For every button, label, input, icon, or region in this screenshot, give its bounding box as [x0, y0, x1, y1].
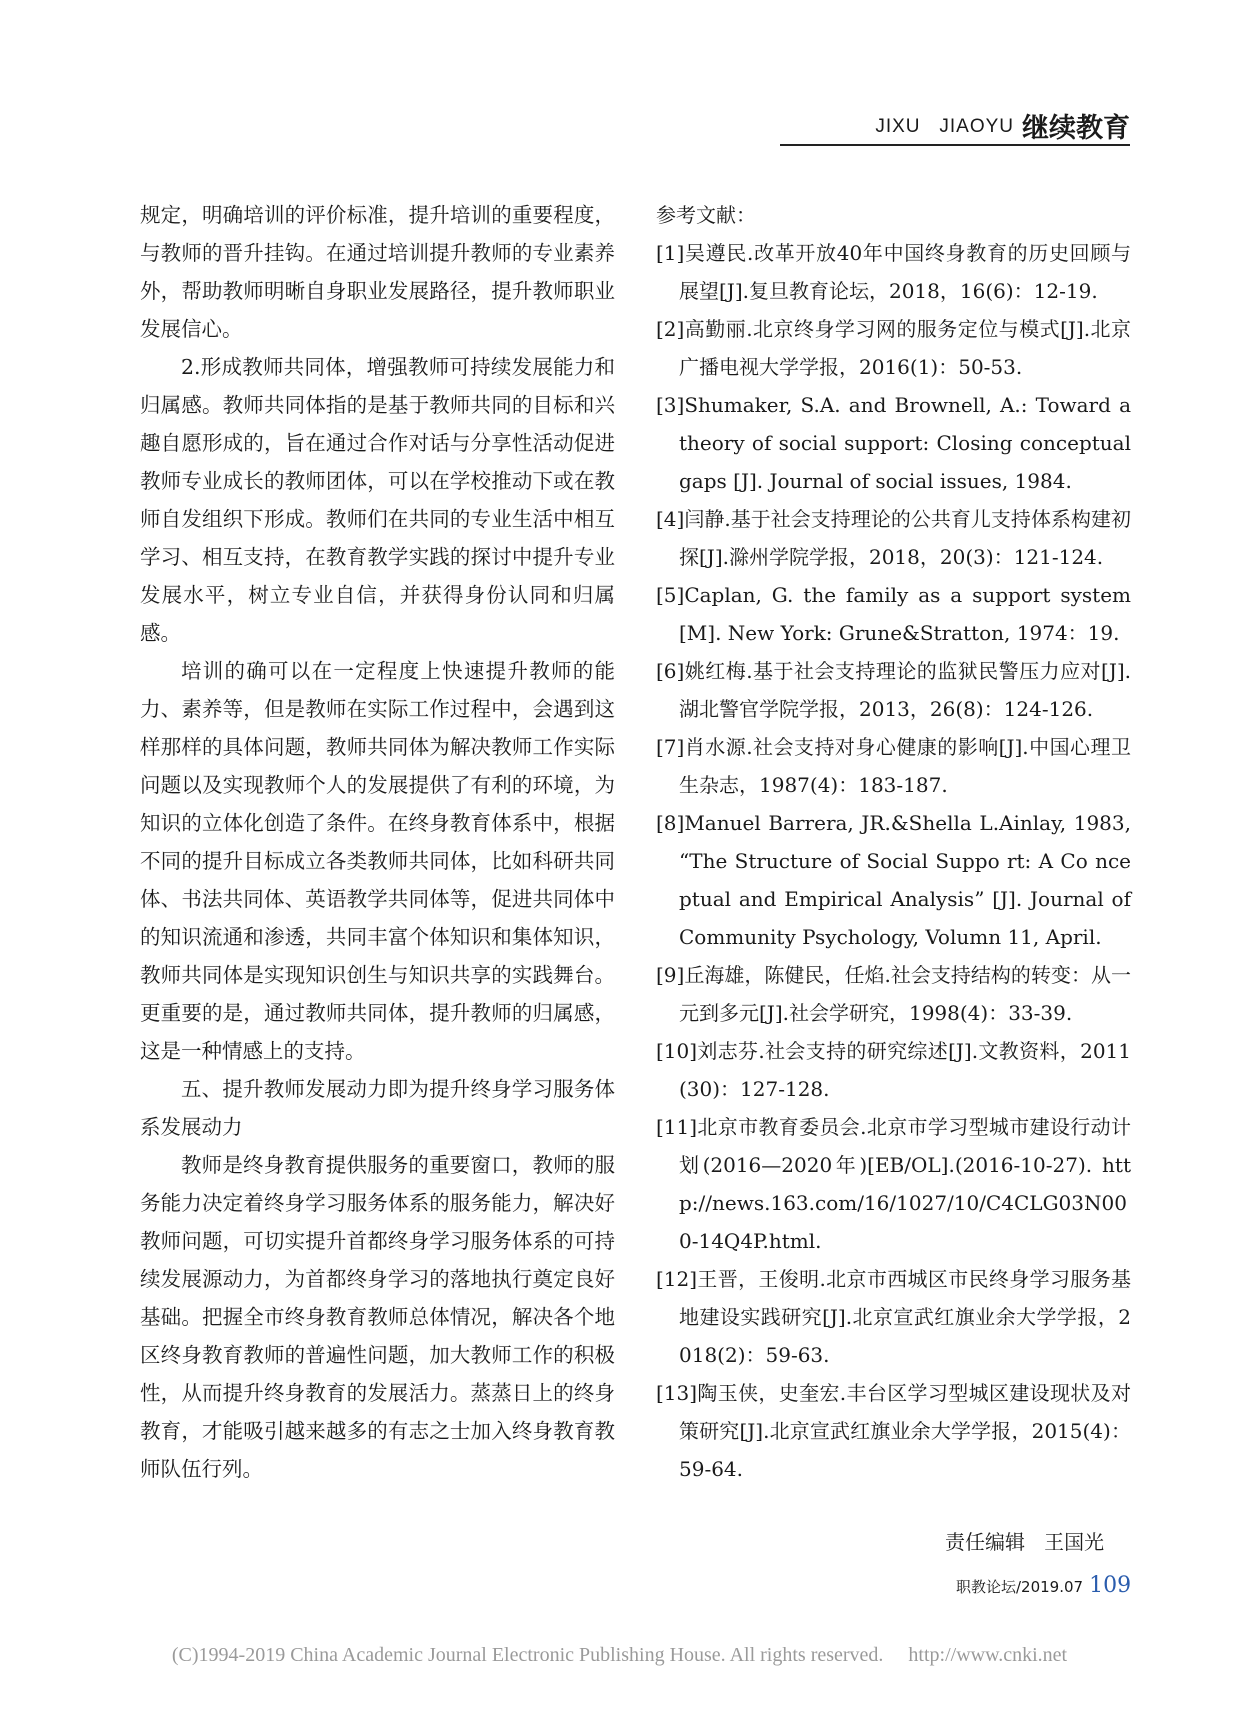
reference-item: [10]刘志芬.社会支持的研究综述[J].文教资料，2011(30)：127-128.: [656, 1039, 1131, 1101]
reference-item: [4]闫静.基于社会支持理论的公共育儿支持体系构建初探[J].滁州学院学报，2018，20(3)：121-124.: [656, 507, 1131, 569]
responsible-editor: 责任编辑 王国光: [945, 1530, 1105, 1554]
reference-item: [3]Shumaker, S.A. and Brownell, A.: Toward a theory of social support: Closing conceptual gaps [J]. Journal of social issues, 1984.: [656, 393, 1131, 493]
body-paragraph: 规定，明确培训的评价标准，提升培训的重要程度，与教师的晋升挂钩。在通过培训提升教师的专业素养外，帮助教师明晰自身职业发展路径，提升教师职业发展信心。: [140, 203, 615, 341]
body-paragraph: 教师是终身教育提供服务的重要窗口，教师的服务能力决定着终身学习服务体系的服务能力，解决好教师问题，可切实提升首都终身学习服务体系的可持续发展源动力，为首都终身学习的落地执行奠定良好基础。把握全市终身教育教师总体情况，解决各个地区终身教育教师的普遍性问题，加大教师工作的积极性，从而提升终身教育的发展活力。蒸蒸日上的终身教育，才能吸引越来越多的有志之士加入终身教育教师队伍行列。: [140, 1153, 615, 1481]
header-rule: [780, 144, 1130, 146]
body-paragraph: 培训的确可以在一定程度上快速提升教师的能力、素养等，但是教师在实际工作过程中，会遇到这样那样的具体问题，教师共同体为解决教师工作实际问题以及实现教师个人的发展提供了有利的环境，为知识的立体化创造了条件。在终身教育体系中，根据不同的提升目标成立各类教师共同体，比如科研共同体、书法共同体、英语教学共同体等，促进共同体中的知识流通和渗透，共同丰富个体知识和集体知识，教师共同体是实现知识创生与知识共享的实践舞台。更重要的是，通过教师共同体，提升教师的归属感，这是一种情感上的支持。: [140, 659, 615, 1063]
header-pinyin: JIXU JIAOYU: [875, 116, 1014, 137]
copyright-notice: (C)1994-2019 China Academic Journal Electronic Publishing House. All rights reserved. http://www.cnki.net: [171, 1644, 1068, 1666]
references-title: 参考文献：: [656, 203, 756, 227]
reference-item: [5]Caplan, G. the family as a support system[M]. New York: Grune&Stratton, 1974：19.: [656, 583, 1131, 645]
reference-item: [2]高勤丽.北京终身学习网的服务定位与模式[J].北京广播电视大学学报，2016(1)：50-53.: [656, 317, 1131, 379]
reference-item: [7]肖水源.社会支持对身心健康的影响[J].中国心理卫生杂志，1987(4)：183-187.: [656, 735, 1131, 797]
page-footer: [956, 1573, 1131, 1598]
reference-item: [6]姚红梅.基于社会支持理论的监狱民警压力应对[J].湖北警官学院学报，2013，26(8)：124-126.: [656, 659, 1131, 721]
reference-item: [11]北京市教育委员会.北京市学习型城市建设行动计划(2016—2020年)[EB/OL].(2016-10-27). http://news.163.com/16/1027/10/C4CLG03N000-14Q4P.html.: [656, 1115, 1131, 1253]
references-column: [656, 196, 1131, 1488]
body-paragraph: 2.形成教师共同体，增强教师可持续发展能力和归属感。教师共同体指的是基于教师共同的目标和兴趣自愿形成的，旨在通过合作对话与分享性活动促进教师专业成长的教师团体，可以在学校推动下或在教师自发组织下形成。教师们在共同的专业生活中相互学习、相互支持，在教育教学实践的探讨中提升专业发展水平，树立专业自信，并获得身份认同和归属感。: [140, 355, 615, 645]
section-heading: 五、提升教师发展动力即为提升终身学习服务体系发展动力: [140, 1077, 615, 1139]
left-column: [140, 196, 615, 1488]
reference-item: [13]陶玉侠，史奎宏.丰台区学习型城区建设现状及对策研究[J].北京宣武红旗业余大学学报，2015(4)：59-64.: [656, 1381, 1131, 1481]
page-number: 109: [1089, 1573, 1132, 1598]
header-section-title: 继续教育: [1022, 113, 1130, 144]
journal-issue: 职教论坛/2019.07: [956, 1578, 1084, 1596]
reference-item: [9]丘海雄，陈健民，任焰.社会支持结构的转变：从一元到多元[J].社会学研究，1998(4)：33-39.: [656, 963, 1131, 1025]
reference-item: [1]吴遵民.改革开放40年中国终身教育的历史回顾与展望[J].复旦教育论坛，2018，16(6)：12-19.: [656, 241, 1131, 303]
reference-item: [12]王晋，王俊明.北京市西城区市民终身学习服务基地建设实践研究[J].北京宣武红旗业余大学学报，2018(2)：59-63.: [656, 1267, 1131, 1367]
running-header: [780, 106, 1130, 142]
reference-item: [8]Manuel Barrera, JR.&Shella L.Ainlay, 1983, “The Structure of Social Suppo rt: A Co nceptual and Empirical Analysis” [J]. Journal of Community Psychology, Volumn 11, April.: [656, 811, 1131, 949]
